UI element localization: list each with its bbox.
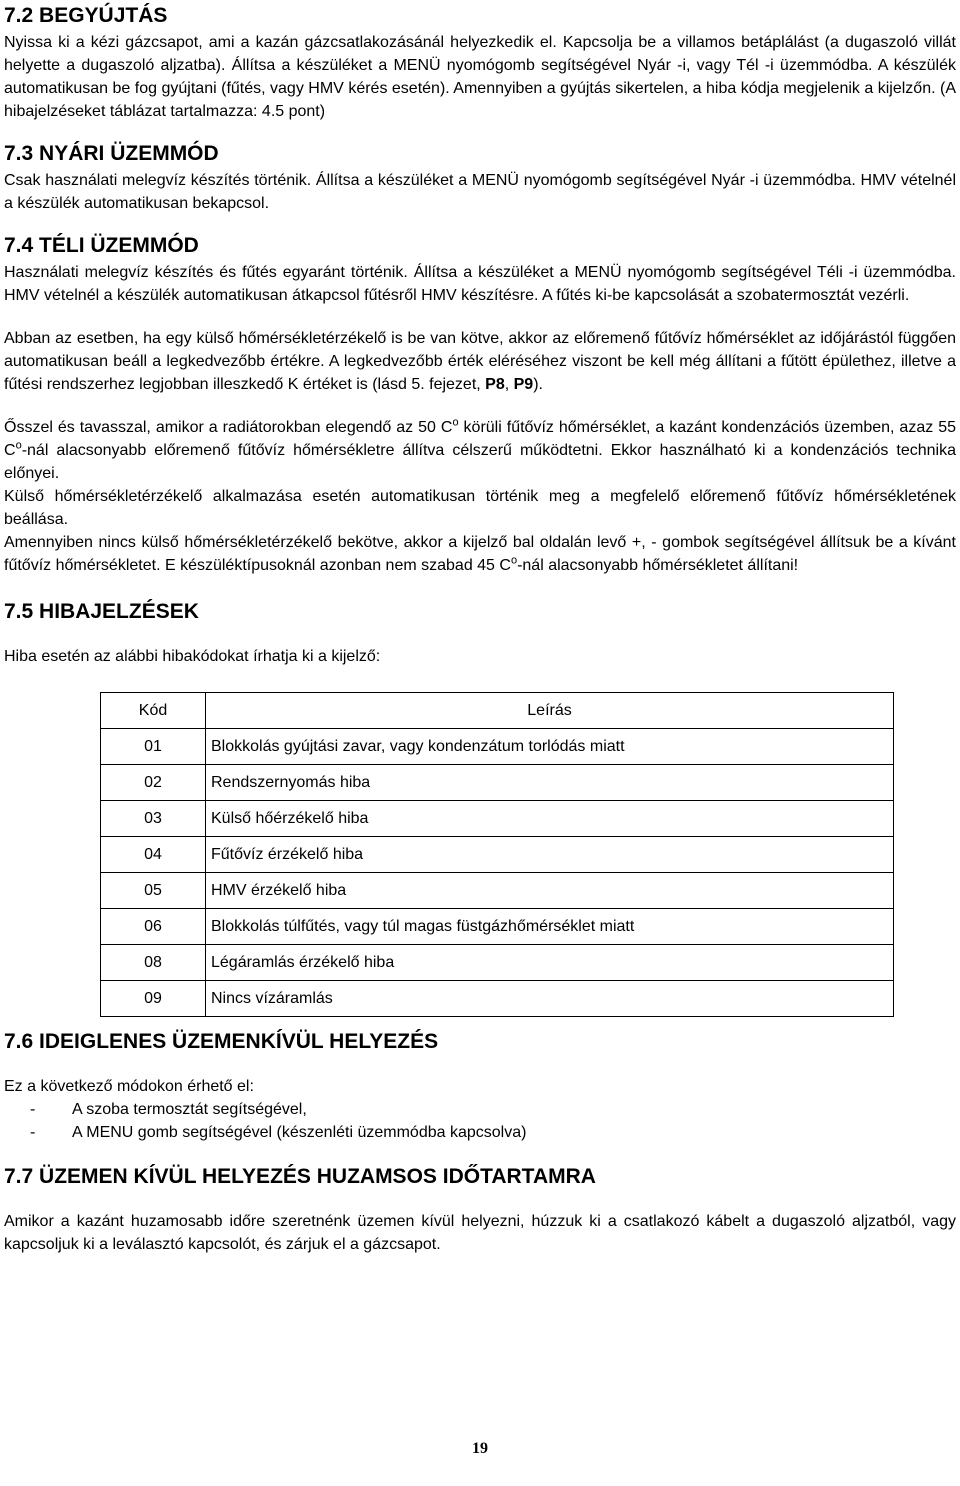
list-item-text: A MENU gomb segítségével (készenléti üzemmódba kapcsolva) (72, 1124, 527, 1141)
paragraph-text: -nál alacsonyabb hőmérsékletet állítani! (517, 557, 799, 574)
error-code: 04 (101, 837, 206, 873)
dash-bullet: - (30, 1101, 36, 1118)
page-number: 19 (472, 1440, 488, 1457)
table-row (101, 981, 894, 1017)
error-description: Blokkolás gyújtási zavar, vagy kondenzátum torlódás miatt (206, 729, 894, 765)
error-description: Blokkolás túlfűtés, vagy túl magas füstgázhőmérséklet miatt (206, 909, 894, 945)
table-row (101, 945, 894, 981)
section-title-7-3: 7.3 NYÁRI ÜZEMMÓD (4, 142, 219, 165)
column-header-code: Kód (101, 693, 206, 729)
error-code: 02 (101, 765, 206, 801)
table-row (101, 729, 894, 765)
document-page (4, 0, 956, 1256)
error-description: Légáramlás érzékelő hiba (206, 945, 894, 981)
section-7-5-intro: Hiba esetén az alábbi hibakódokat írhatja ki a kijelző: (4, 648, 381, 665)
column-header-description: Leírás (206, 693, 894, 729)
list-item (4, 1098, 956, 1121)
error-description: Rendszernyomás hiba (206, 765, 894, 801)
disable-methods-list (4, 1098, 956, 1144)
parameter-ref-p8: P8 (485, 376, 505, 393)
section-7-4-paragraph-2 (4, 327, 956, 396)
list-item-text: A szoba termosztát segítségével, (72, 1101, 307, 1118)
list-item (4, 1121, 956, 1144)
error-code: 05 (101, 873, 206, 909)
table-row (101, 909, 894, 945)
paragraph-text: Ősszel és tavasszal, amikor a radiátorokban elegendő az 50 C (4, 419, 453, 436)
section-7-4-paragraph-5 (4, 531, 956, 577)
paragraph-text: Amennyiben nincs külső hőmérsékletérzékelő bekötve, akkor a kijelző bal oldalán levő +, - gombok segítségével állítsuk be a kívánt fűtővíz hőmérsékletet. E készüléktípusoknál azonban nem szabad 45 C (4, 534, 956, 574)
section-7-2-paragraph: Nyissa ki a kézi gázcsapot, ami a kazán gázcsatlakozásánál helyezkedik el. Kapcsolja be a villamos betáplálást (a dugaszoló villát helyette a dugaszoló aljzatba). Állítsa a készüléket a MENÜ nyomógomb segítségével Nyár -i, vagy Tél -i üzemmódba. A készülék automatikusan be fog gyújtani (fűtés, vagy HMV kérés esetén). Amennyiben a gyújtás sikertelen, a hiba kódja megjelenik a kijelzőn. (A hibajelzéseket táblázat tartalmazza: 4.5 pont) (4, 34, 956, 120)
table-row (101, 873, 894, 909)
error-description: HMV érzékelő hiba (206, 873, 894, 909)
error-description: Fűtővíz érzékelő hiba (206, 837, 894, 873)
paragraph-text: körüli fűtővíz hőmérséklet, a kazánt kondenzációs üzemben, azaz 55 C (4, 419, 956, 459)
section-7-4-paragraph-4: Külső hőmérsékletérzékelő alkalmazása esetén automatikusan történik meg a megfelelő előremenő fűtővíz hőmérsékletének beállása. (4, 488, 956, 528)
table-header-row (101, 693, 894, 729)
section-7-3-paragraph: Csak használati melegvíz készítés történik. Állítsa a készüléket a MENÜ nyomógomb segítségével Nyár -i üzemmódba. HMV vételnél a készülék automatikusan bekapcsol. (4, 172, 956, 212)
error-code: 03 (101, 801, 206, 837)
error-description: Külső hőérzékelő hiba (206, 801, 894, 837)
dash-bullet: - (30, 1124, 36, 1141)
error-code: 01 (101, 729, 206, 765)
section-title-7-6: 7.6 IDEIGLENES ÜZEMENKÍVÜL HELYEZÉS (4, 1030, 439, 1053)
section-7-4-paragraph-3 (4, 416, 956, 485)
table-row (101, 801, 894, 837)
section-title-7-2: 7.2 BEGYÚJTÁS (4, 4, 168, 27)
error-code: 09 (101, 981, 206, 1017)
section-7-7-paragraph: Amikor a kazánt huzamosabb időre szeretnénk üzemen kívül helyezni, húzzuk ki a csatlakozó kábelt a dugaszoló aljzatból, vagy kapcsoljuk ki a leválasztó kapcsolót, és zárjuk el a gázcsapot. (4, 1213, 956, 1253)
section-7-6-intro: Ez a következő módokon érhető el: (4, 1078, 254, 1095)
degree-sup: o (452, 416, 459, 429)
table-row (101, 765, 894, 801)
paragraph-text: Abban az esetben, ha egy külső hőmérsékletérzékelő is be van kötve, akkor az előremenő fűtővíz hőmérséklet az időjárástól függően automatikusan beáll a legkedvezőbb értékre. A legkedvezőbb érték eléréséhez viszont be kell még állítani a fűtött épülethez, illetve a fűtési rendszerhez legjobban illeszkedő K értéket is (lásd 5. fejezet, (4, 330, 956, 393)
error-code: 08 (101, 945, 206, 981)
paragraph-end: ). (533, 376, 543, 393)
parameter-ref-p9: P9 (513, 376, 534, 393)
error-code: 06 (101, 909, 206, 945)
separator: , (504, 376, 514, 393)
section-title-7-7: 7.7 ÜZEMEN KÍVÜL HELYEZÉS HUZAMSOS IDŐTARTAMRA (4, 1165, 596, 1188)
error-code-table (100, 692, 894, 1017)
degree-sup: o (15, 439, 22, 452)
table-row (101, 837, 894, 873)
error-description: Nincs vízáramlás (206, 981, 894, 1017)
section-title-7-5: 7.5 HIBAJELZÉSEK (4, 600, 199, 623)
section-7-4-paragraph-1: Használati melegvíz készítés és fűtés egyaránt történik. Állítsa a készüléket a MENÜ nyomógomb segítségével Téli -i üzemmódba. HMV vételnél a készülék automatikusan átkapcsol fűtésről HMV készítésre. A fűtés ki-be kapcsolását a szobatermosztát vezérli. (4, 264, 956, 304)
paragraph-text: -nál alacsonyabb előremenő fűtővíz hőmérsékletre állítva célszerű működtetni. Ekkor használható ki a kondenzációs technika előnyei. (4, 442, 956, 482)
section-title-7-4: 7.4 TÉLI ÜZEMMÓD (4, 234, 199, 257)
degree-sup: o (510, 554, 518, 567)
